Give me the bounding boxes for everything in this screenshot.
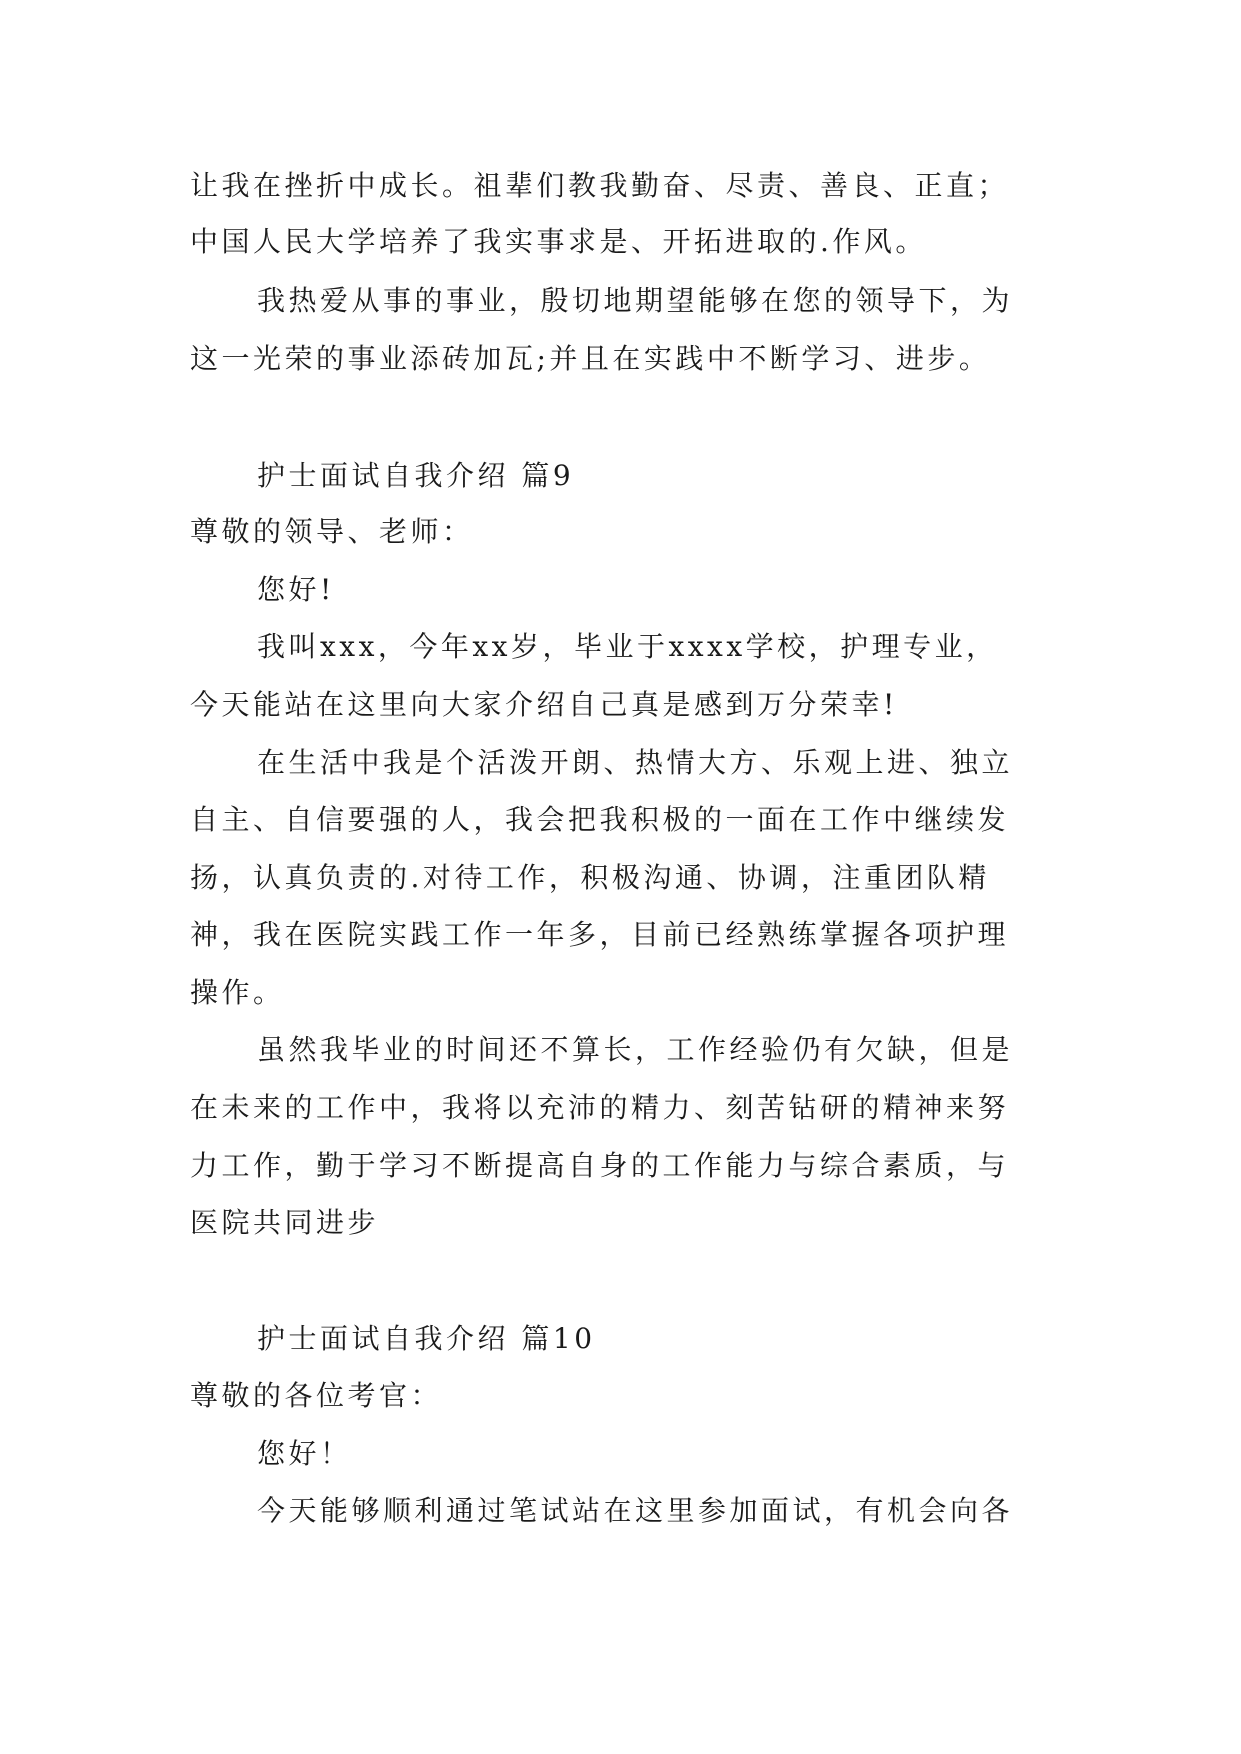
greeting: 您好! bbox=[257, 573, 335, 606]
text-line: 扬，认真负责的.对待工作，积极沟通、协调，注重团队精 bbox=[190, 861, 990, 894]
text-line: 我叫xxx，今年xx岁，毕业于xxxx学校，护理专业， bbox=[257, 630, 998, 663]
salutation: 尊敬的领导、老师： bbox=[190, 515, 474, 548]
text-line: 今天能够顺利通过笔试站在这里参加面试，有机会向各 bbox=[257, 1494, 1014, 1527]
text-line: 在未来的工作中，我将以充沛的精力、刻苦钻研的精神来努 bbox=[190, 1091, 1010, 1124]
section-heading: 护士面试自我介绍 篇9 bbox=[257, 459, 575, 492]
text-line: 医院共同进步 bbox=[190, 1206, 380, 1239]
greeting: 您好！ bbox=[257, 1437, 352, 1470]
text-line: 这一光荣的事业添砖加瓦;并且在实践中不断学习、进步。 bbox=[190, 342, 991, 375]
salutation: 尊敬的各位考官： bbox=[190, 1379, 443, 1412]
text-line: 神，我在医院实践工作一年多，目前已经熟练掌握各项护理 bbox=[190, 918, 1010, 951]
text-line: 今天能站在这里向大家介绍自己真是感到万分荣幸! bbox=[190, 688, 898, 721]
text-line: 让我在挫折中成长。祖辈们教我勤奋、尽责、善良、正直； bbox=[190, 169, 1010, 202]
text-line: 力工作，勤于学习不断提高自身的工作能力与综合素质，与 bbox=[190, 1149, 1010, 1182]
text-line: 自主、自信要强的人，我会把我积极的一面在工作中继续发 bbox=[190, 803, 1010, 836]
text-line: 我热爱从事的事业，殷切地期望能够在您的领导下，为 bbox=[257, 284, 1014, 317]
text-line: 虽然我毕业的时间还不算长，工作经验仍有欠缺，但是 bbox=[257, 1033, 1014, 1066]
text-line: 操作。 bbox=[190, 976, 285, 1009]
section-heading: 护士面试自我介绍 篇10 bbox=[257, 1322, 596, 1355]
text-line: 在生活中我是个活泼开朗、热情大方、乐观上进、独立 bbox=[257, 746, 1014, 779]
text-line: 中国人民大学培养了我实事求是、开拓进取的.作风。 bbox=[190, 225, 927, 258]
